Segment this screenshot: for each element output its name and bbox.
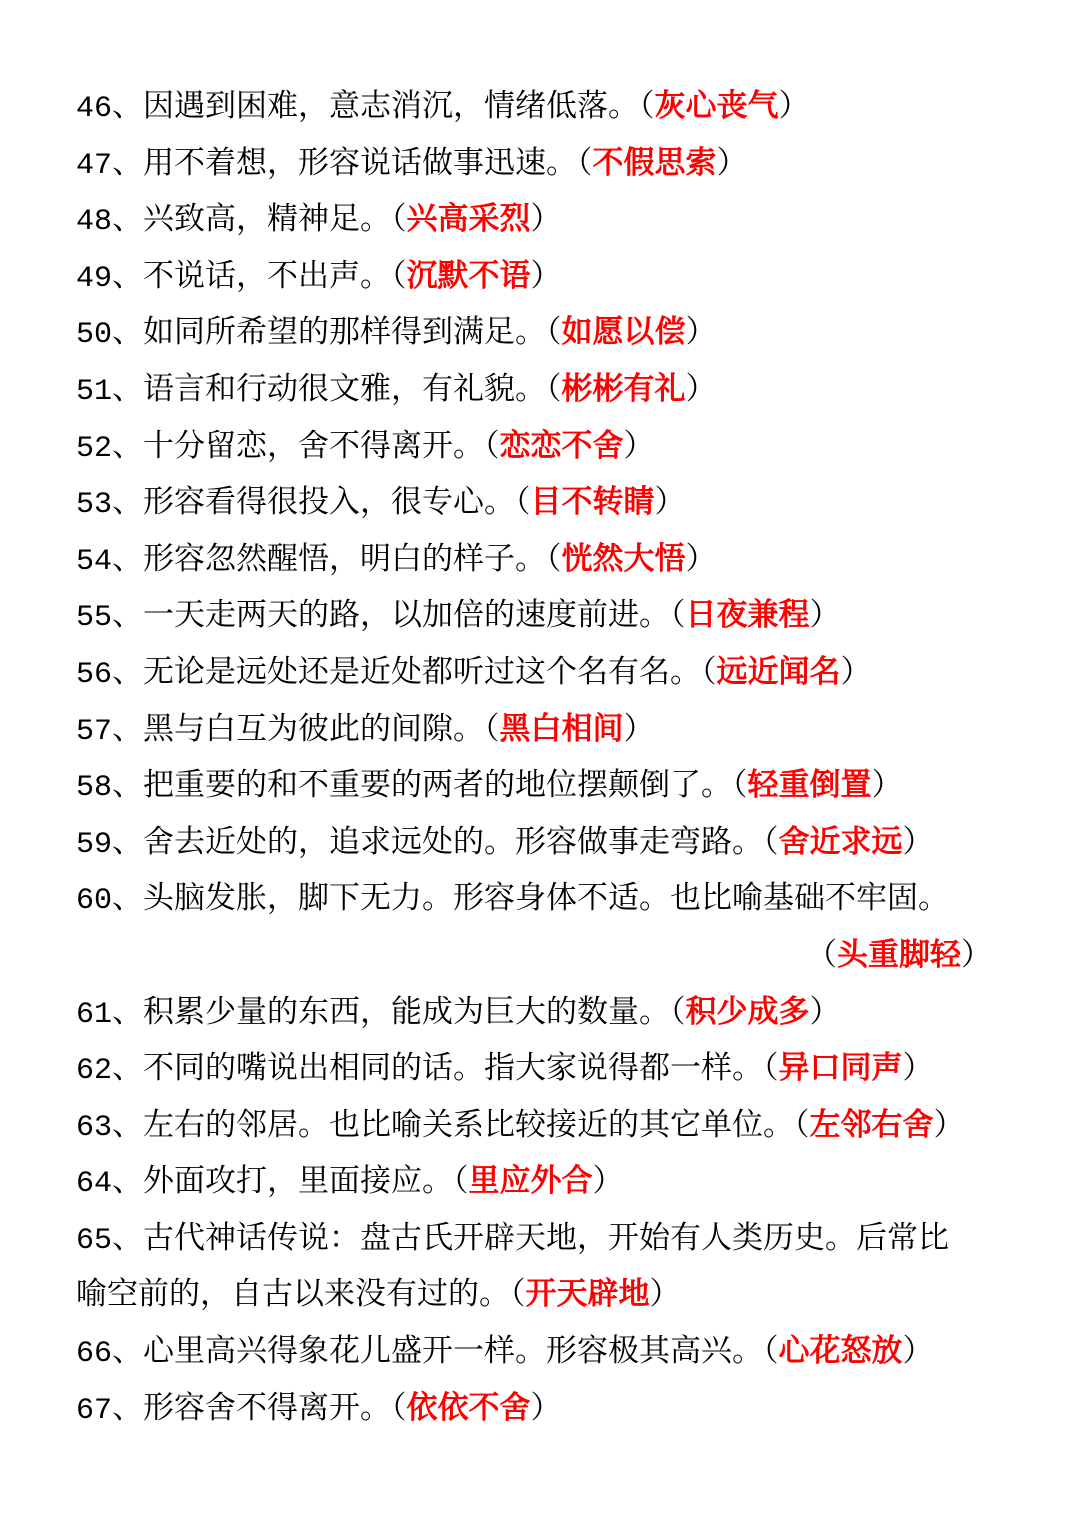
open-paren: （ [484, 710, 500, 747]
item-separator: 、 [112, 1050, 144, 1087]
idiom-line [76, 1153, 1016, 1210]
open-paren: （ [515, 484, 531, 521]
idiom-line [76, 248, 1016, 305]
close-paren: ） [530, 201, 562, 238]
idiom-line [76, 1380, 1016, 1437]
idiom-line [76, 814, 1016, 871]
definition-text: 心里高兴得象花儿盛开一样。形容极其高兴。 [143, 1333, 764, 1370]
idiom-line [76, 191, 1016, 248]
open-paren: （ [763, 1333, 779, 1370]
open-paren: （ [577, 144, 593, 181]
open-paren: （ [546, 314, 562, 351]
item-separator: 、 [112, 257, 144, 294]
open-paren: （ [639, 88, 655, 124]
open-paren: （ [763, 1050, 779, 1087]
definition-text: 舍去近处的，追求远处的。形容做事走弯路。 [143, 823, 764, 860]
idiom-line [76, 644, 1016, 701]
idiom-line [76, 418, 1016, 475]
item-number: 53 [76, 488, 113, 523]
item-separator: 、 [112, 1219, 144, 1256]
idiom-answer: 远近闻名 [716, 653, 841, 690]
definition-text: 不说话，不出声。 [143, 257, 392, 294]
close-paren: ） [685, 540, 717, 577]
close-paren: ） [809, 597, 841, 634]
idiom-answer: 不假思索 [592, 144, 717, 181]
idiom-line [76, 1040, 1016, 1097]
item-number: 63 [76, 1110, 113, 1145]
item-separator: 、 [112, 1106, 144, 1143]
idiom-answer: 积少成多 [685, 993, 810, 1030]
close-paren: ） [530, 257, 562, 294]
definition-text: 如同所希望的那样得到满足。 [143, 314, 547, 351]
item-number: 47 [76, 148, 113, 183]
open-paren: （ [391, 201, 407, 238]
item-number: 59 [76, 827, 113, 862]
item-number: 49 [76, 261, 113, 296]
definition-text: 兴致高，精神足。 [143, 201, 392, 238]
open-paren: （ [546, 540, 562, 577]
close-paren: ） [685, 314, 717, 351]
close-paren: ） [623, 710, 655, 747]
idiom-answer: 恍然大悟 [561, 540, 686, 577]
idiom-answer: 舍近求远 [778, 823, 903, 860]
item-separator: 、 [112, 201, 144, 238]
item-separator: 、 [112, 144, 144, 181]
definition-text: 把重要的和不重要的两者的地位摆颠倒了。 [143, 767, 733, 804]
idiom-answer: 如愿以偿 [561, 314, 686, 351]
close-paren: ） [871, 767, 903, 804]
idiom-list [76, 78, 1016, 1436]
open-paren: （ [391, 257, 407, 294]
definition-text: 十分留恋，舍不得离开。 [143, 427, 485, 464]
definition-text: 黑与白互为彼此的间隙。 [143, 710, 485, 747]
definition-text: 无论是远处还是近处都听过这个名有名。 [143, 653, 702, 690]
item-separator: 、 [112, 540, 144, 577]
definition-text: 左右的邻居。也比喻关系比较接近的其它单位。 [143, 1106, 795, 1143]
definition-text: 形容看得很投入，很专心。 [143, 484, 516, 521]
item-separator: 、 [112, 653, 144, 690]
item-number: 55 [76, 601, 113, 636]
item-separator: 、 [112, 1163, 144, 1200]
item-number: 61 [76, 997, 113, 1032]
close-paren: ） [530, 1389, 562, 1426]
item-separator: 、 [112, 1333, 144, 1370]
idiom-line [76, 474, 1016, 531]
idiom-line [76, 361, 1016, 418]
idiom-line [76, 304, 1016, 361]
idiom-line [76, 1210, 1016, 1267]
item-separator: 、 [112, 993, 144, 1030]
definition-text: 因遇到困难，意志消沉，情绪低落。 [143, 88, 640, 124]
idiom-answer: 恋恋不舍 [499, 427, 624, 464]
item-separator: 、 [112, 880, 144, 917]
item-number: 52 [76, 431, 113, 466]
definition-text: 喻空前的，自古以来没有过的。 [76, 1276, 510, 1313]
open-paren: （ [510, 1276, 526, 1313]
idiom-answer: 沉默不语 [406, 257, 531, 294]
idiom-line [76, 531, 1016, 588]
idiom-answer: 兴高采烈 [406, 201, 531, 238]
item-number: 54 [76, 544, 113, 579]
idiom-line [76, 1266, 1016, 1323]
idiom-answer: 轻重倒置 [747, 767, 872, 804]
definition-text: 形容舍不得离开。 [143, 1389, 392, 1426]
idiom-answer: 目不转睛 [530, 484, 655, 521]
definition-text: 古代神话传说：盘古氏开辟天地，开始有人类历史。后常比 [143, 1219, 950, 1256]
open-paren: （ [546, 370, 562, 407]
item-number: 56 [76, 657, 113, 692]
item-separator: 、 [112, 823, 144, 860]
close-paren: ） [840, 653, 872, 690]
item-separator: 、 [112, 710, 144, 747]
item-separator: 、 [112, 767, 144, 804]
item-number: 48 [76, 205, 113, 240]
idiom-line [76, 135, 1016, 192]
close-paren: ） [778, 88, 810, 124]
idiom-line [76, 701, 1016, 758]
idiom-answer: 彬彬有礼 [561, 370, 686, 407]
item-separator: 、 [112, 427, 144, 464]
idiom-line [76, 78, 1016, 135]
idiom-answer: 里应外合 [468, 1163, 593, 1200]
close-paren: ） [716, 144, 748, 181]
definition-text: 外面攻打，里面接应。 [143, 1163, 454, 1200]
idiom-line [76, 870, 1016, 927]
definition-text: 头脑发胀，脚下无力。形容身体不适。也比喻基础不牢固。 [143, 880, 950, 917]
idiom-line [76, 927, 1016, 984]
idiom-answer: 依依不舍 [406, 1389, 531, 1426]
close-paren: ） [902, 1333, 934, 1370]
item-number: 67 [76, 1393, 113, 1428]
open-paren: （ [391, 1389, 407, 1426]
item-number: 46 [76, 92, 113, 126]
idiom-answer: 日夜兼程 [685, 597, 810, 634]
close-paren: ） [902, 1050, 934, 1087]
close-paren: ） [961, 936, 992, 973]
idiom-line [76, 984, 1016, 1041]
close-paren: ） [902, 823, 934, 860]
open-paren: （ [670, 993, 686, 1030]
item-number: 57 [76, 714, 113, 749]
close-paren: ） [649, 1276, 681, 1313]
item-number: 62 [76, 1054, 113, 1089]
idiom-line [76, 757, 1016, 814]
definition-text: 积累少量的东西，能成为巨大的数量。 [143, 993, 671, 1030]
idiom-answer: 异口同声 [778, 1050, 903, 1087]
open-paren: （ [732, 767, 748, 804]
item-separator: 、 [112, 314, 144, 351]
item-number: 51 [76, 374, 113, 409]
idiom-answer: 左邻右舍 [809, 1106, 934, 1143]
idiom-answer: 灰心丧气 [654, 88, 779, 124]
item-number: 58 [76, 771, 113, 806]
item-number: 60 [76, 884, 113, 919]
idiom-line [76, 1323, 1016, 1380]
item-separator: 、 [112, 484, 144, 521]
open-paren: （ [763, 823, 779, 860]
item-separator: 、 [112, 88, 144, 124]
close-paren: ） [623, 427, 655, 464]
open-paren: （ [484, 427, 500, 464]
open-paren: （ [794, 1106, 810, 1143]
item-number: 66 [76, 1337, 113, 1372]
open-paren: （ [453, 1163, 469, 1200]
item-number: 65 [76, 1223, 113, 1258]
close-paren: ） [592, 1163, 624, 1200]
definition-text: 形容忽然醒悟，明白的样子。 [143, 540, 547, 577]
definition-text: 一天走两天的路，以加倍的速度前进。 [143, 597, 671, 634]
open-paren: （ [670, 597, 686, 634]
idiom-answer: 开天辟地 [525, 1276, 650, 1313]
item-number: 50 [76, 318, 113, 353]
open-paren: （ [806, 936, 837, 973]
idiom-answer: 头重脚轻 [837, 936, 961, 973]
close-paren: ） [654, 484, 686, 521]
close-paren: ） [685, 370, 717, 407]
item-separator: 、 [112, 597, 144, 634]
close-paren: ） [933, 1106, 965, 1143]
close-paren: ） [809, 993, 841, 1030]
idiom-answer: 心花怒放 [778, 1333, 903, 1370]
item-separator: 、 [112, 1389, 144, 1426]
item-number: 64 [76, 1167, 113, 1202]
item-separator: 、 [112, 370, 144, 407]
idiom-line [76, 587, 1016, 644]
idiom-line [76, 1097, 1016, 1154]
open-paren: （ [701, 653, 717, 690]
idiom-answer: 黑白相间 [499, 710, 624, 747]
definition-text: 语言和行动很文雅，有礼貌。 [143, 370, 547, 407]
definition-text: 用不着想，形容说话做事迅速。 [143, 144, 578, 181]
definition-text: 不同的嘴说出相同的话。指大家说得都一样。 [143, 1050, 764, 1087]
